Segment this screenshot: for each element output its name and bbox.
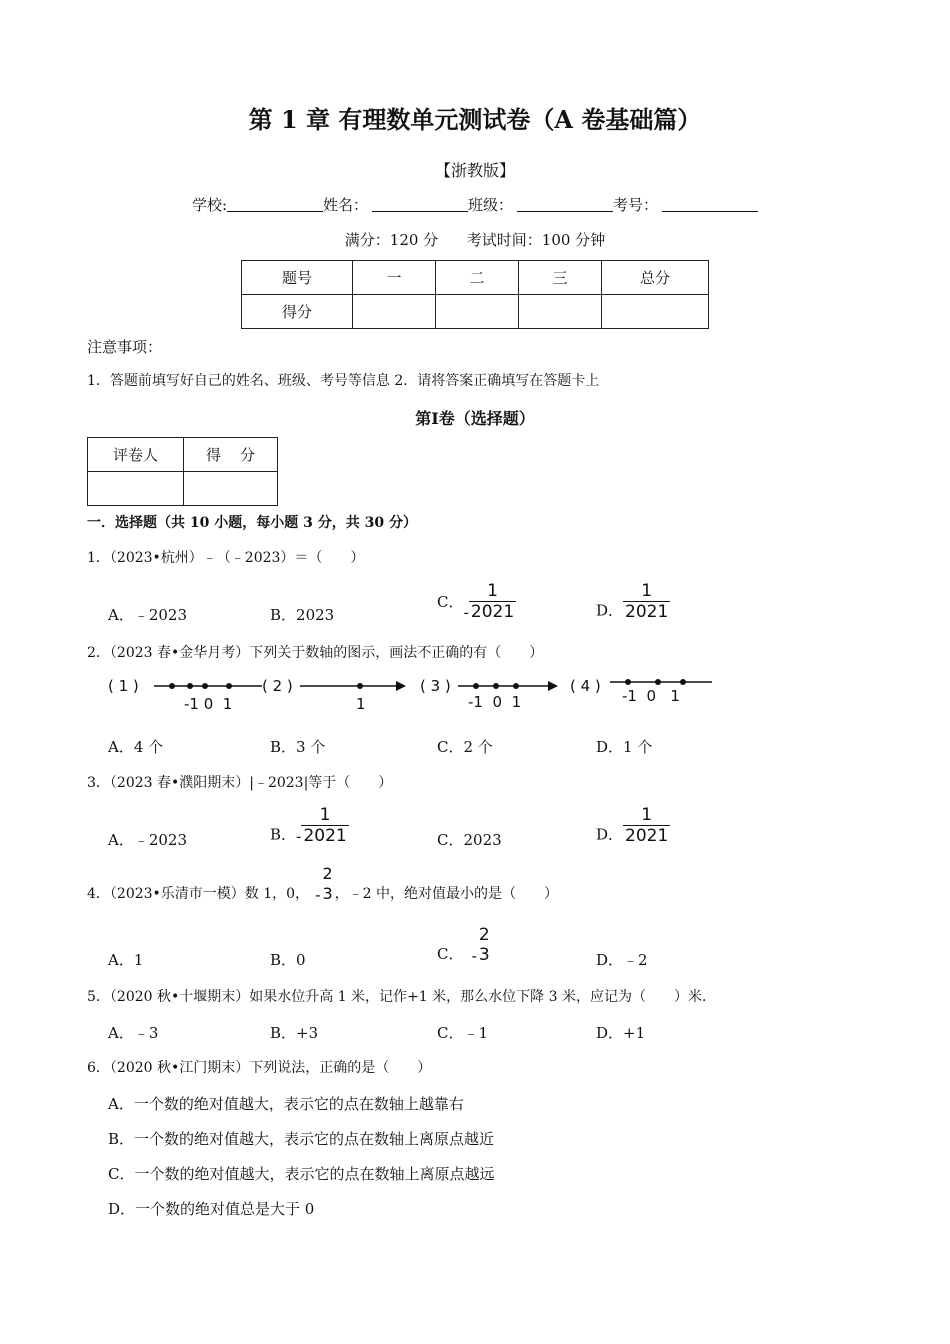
option-a[interactable]: A．﹣3: [108, 1024, 159, 1042]
student-info-line: [0, 194, 950, 215]
option-a[interactable]: A．一个数的绝对值越大，表示它的点在数轴上越靠右: [108, 1095, 464, 1113]
option-a[interactable]: A．﹣2023: [108, 831, 188, 849]
minus-sign: -: [471, 947, 477, 965]
option-a[interactable]: A．﹣2023: [108, 606, 188, 624]
question-stem: 5．（2020 秋•十堰期末）如果水位升高 1 米，记作+1 米，那么水位下降 3 米，应记为（ ）米．: [87, 989, 716, 1005]
option-c[interactable]: C．一个数的绝对值越大，表示它的点在数轴上离原点越远: [108, 1165, 495, 1183]
name-blank[interactable]: [372, 197, 468, 212]
question-stem: 3．（2023 春•濮阳期末）|﹣2023|等于（ ）: [87, 775, 393, 791]
figure-3-ticks: -1 0 1: [468, 693, 522, 711]
option-label: D．: [596, 601, 624, 620]
option-b[interactable]: B．0: [270, 951, 306, 969]
score-cell[interactable]: [436, 295, 519, 329]
tick-point: [202, 683, 208, 689]
fraction: [623, 581, 670, 622]
option-c[interactable]: [437, 925, 492, 965]
page-title: 第 1 章 有理数单元测试卷（A 卷基础篇）: [248, 105, 702, 134]
tick-point: [625, 679, 631, 685]
part-heading: 一．选择题（共 10 小题，每小题 3 分，共 30 分）: [87, 515, 417, 531]
fraction: [320, 864, 334, 904]
tick-point: [493, 683, 499, 689]
option-b[interactable]: B．一个数的绝对值越大，表示它的点在数轴上离原点越近: [108, 1130, 495, 1148]
name-label: 姓名：: [323, 196, 369, 214]
score-table-header: 题号: [242, 261, 353, 295]
tick-point: [357, 683, 363, 689]
figure-4-label: ( 4 ): [570, 677, 601, 695]
section-title: 第Ⅰ卷（选择题）: [415, 409, 535, 428]
class-blank[interactable]: [517, 197, 613, 212]
option-d[interactable]: [596, 581, 670, 622]
notes-item: 1．答题前填写好自己的姓名、班级、考号等信息 2．请将答案正确填写在答题卡上: [87, 373, 600, 389]
question-stem: 1．（2023•杭州）﹣（﹣2023）＝（ ）: [87, 550, 365, 566]
figure-2-label: ( 2 ): [262, 677, 293, 695]
fraction-denominator: 2021: [303, 826, 347, 846]
score-time-info: 满分：120 分 考试时间：100 分钟: [344, 231, 606, 249]
fraction-numerator: 1: [487, 581, 498, 601]
fraction-denominator: 3: [322, 884, 333, 903]
question-stem: [87, 864, 558, 904]
fraction-denominator: 2021: [625, 826, 669, 846]
grader-cell[interactable]: [88, 472, 184, 506]
edition-label: 【浙教版】: [434, 161, 515, 180]
score-row-label: 得分: [242, 295, 353, 329]
fraction-numerator: 1: [641, 581, 653, 601]
option-b[interactable]: [270, 805, 349, 846]
grader-header: 评卷人: [88, 438, 184, 472]
fraction: [301, 805, 348, 846]
option-c[interactable]: C．2 个: [437, 738, 493, 756]
fraction-denominator: 2021: [625, 602, 669, 622]
fraction-numerator: 2: [322, 864, 333, 883]
grader-table: [87, 437, 278, 506]
grader-cell[interactable]: [184, 472, 278, 506]
fraction-numerator: 2: [478, 925, 490, 945]
tick-point: [169, 683, 175, 689]
fraction: [469, 581, 516, 622]
score-table: [241, 260, 709, 329]
stem-text: 4．（2023•乐清市一模）数 1，0，: [87, 886, 310, 902]
score-table-header: 一: [353, 261, 436, 295]
option-a[interactable]: A．1: [108, 951, 144, 969]
figure-3-label: ( 3 ): [420, 677, 451, 695]
option-d[interactable]: D．一个数的绝对值总是大于 0: [108, 1200, 315, 1218]
fraction: [623, 805, 670, 846]
school-label: 学校:: [191, 196, 227, 214]
fraction-denominator: 3: [478, 945, 490, 965]
option-b[interactable]: B．2023: [270, 606, 335, 624]
option-d[interactable]: D．+1: [596, 1024, 646, 1042]
option-c[interactable]: C．2023: [437, 831, 502, 849]
question-stem: 6．（2020 秋•江门期末）下列说法，正确的是（ ）: [87, 1060, 432, 1076]
tick-point: [187, 683, 193, 689]
axis-arrow: [548, 681, 558, 691]
number-line-figure-2: [298, 676, 410, 696]
option-d[interactable]: D．1 个: [596, 738, 653, 756]
score-cell[interactable]: [602, 295, 709, 329]
fraction-denominator: 2021: [470, 602, 515, 622]
option-label: C．: [437, 945, 464, 963]
fraction: [477, 925, 492, 965]
fraction-numerator: 1: [319, 805, 331, 825]
minus-sign: -: [296, 827, 302, 846]
score-table-header: 三: [519, 261, 602, 295]
option-label: D．: [596, 825, 624, 844]
option-label: B．: [270, 825, 297, 844]
score-cell[interactable]: [353, 295, 436, 329]
number-label: 考号：: [613, 196, 659, 214]
option-b[interactable]: B．+3: [270, 1024, 319, 1042]
score-table-header: 二: [436, 261, 519, 295]
figure-2-ticks: 1: [356, 695, 366, 713]
option-c[interactable]: [437, 581, 516, 622]
tick-point: [513, 683, 519, 689]
option-d[interactable]: D．﹣2: [596, 951, 648, 969]
school-blank[interactable]: [227, 197, 323, 212]
axis-arrow: [396, 681, 406, 691]
tick-point: [680, 679, 686, 685]
grader-header: 得 分: [184, 438, 278, 472]
minus-sign: -: [463, 603, 469, 622]
fraction-numerator: 1: [641, 805, 653, 825]
figure-4-ticks: -1 0 1: [622, 687, 680, 705]
class-label: 班级：: [468, 196, 514, 214]
score-cell[interactable]: [519, 295, 602, 329]
tick-point: [473, 683, 479, 689]
option-c[interactable]: C．﹣1: [437, 1024, 489, 1042]
tick-point: [655, 679, 661, 685]
option-d[interactable]: [596, 805, 670, 846]
question-stem: 2．（2023 春•金华月考）下列关于数轴的图示，画法不正确的有（ ）: [87, 645, 544, 661]
minus-sign: -: [315, 886, 321, 904]
number-line-figure-1: [150, 676, 270, 696]
tick-point: [226, 683, 232, 689]
option-b[interactable]: B．3 个: [270, 738, 326, 756]
figure-1-label: ( 1 ): [108, 677, 139, 695]
figure-1-ticks: -1 0 1: [184, 695, 233, 713]
stem-text: ，﹣2 中，绝对值最小的是（ ）: [334, 886, 559, 902]
score-table-header: 总分: [602, 261, 709, 295]
notes-heading: 注意事项：: [87, 338, 163, 356]
option-label: C．: [437, 593, 464, 611]
option-a[interactable]: A．4 个: [108, 738, 164, 756]
number-blank[interactable]: [662, 197, 758, 212]
